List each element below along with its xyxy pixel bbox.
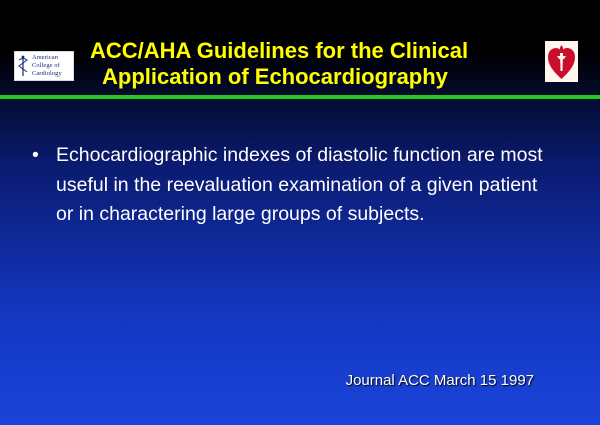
title-divider (0, 95, 600, 99)
bullet-list (32, 141, 552, 230)
acc-logo-line-3: Cardiology (32, 70, 62, 77)
acc-logo-line-1: American (32, 54, 58, 61)
bullet-item (32, 141, 552, 230)
journal-citation: Journal ACC March 15 1997 (345, 372, 534, 389)
bullet-text: Echocardiographic indexes of diastolic function are most useful in the reevaluation examination of a given patient or in charactering large groups of subjects. (56, 144, 543, 225)
acc-logo (14, 51, 74, 81)
title-line-2: Application of Echocardiography (102, 64, 448, 89)
acc-logo-line-2: College of (32, 62, 60, 69)
bullet-marker: • (32, 144, 39, 166)
aha-heart-torch-icon (545, 41, 578, 82)
title-line-1: ACC/AHA Guidelines for the Clinical (90, 38, 469, 63)
acc-caduceus-icon (17, 55, 29, 77)
slide-title (90, 38, 468, 90)
